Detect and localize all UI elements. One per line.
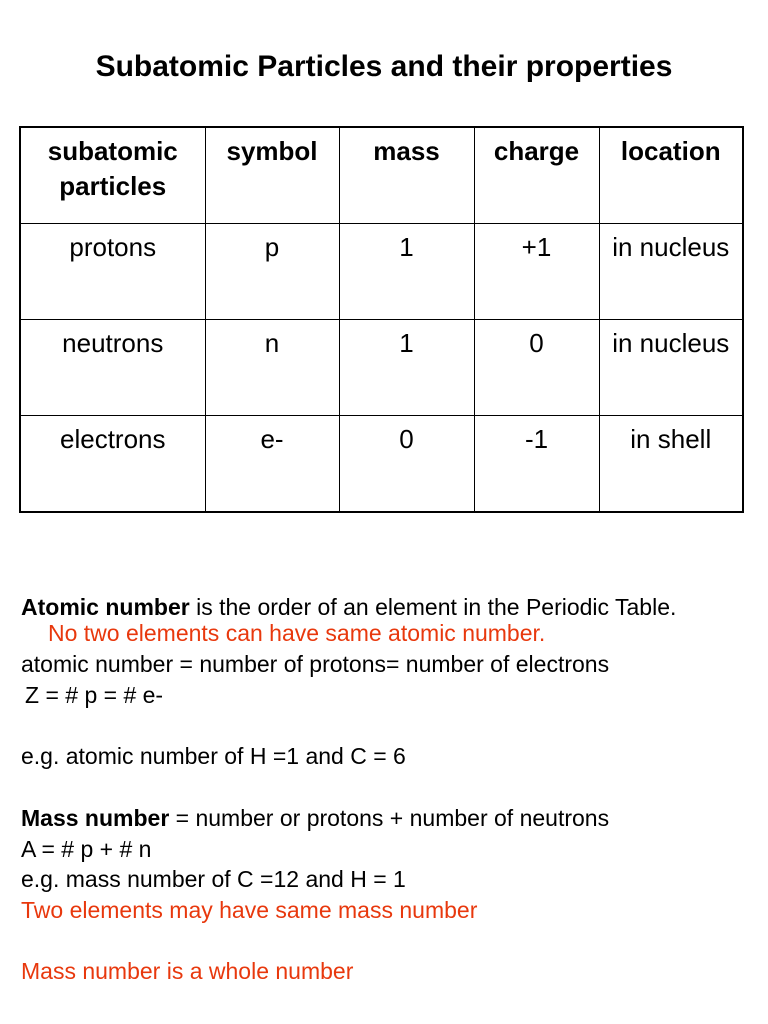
cell-symbol: e-: [205, 416, 339, 513]
mass-number-whole-note: Mass number is a whole number: [21, 958, 354, 984]
cell-particle: neutrons: [20, 320, 205, 416]
column-header-symbol: symbol: [205, 127, 339, 224]
atomic-number-unique-note: No two elements can have same atomic number.: [48, 620, 546, 646]
cell-charge: -1: [474, 416, 599, 513]
atomic-number-example: e.g. atomic number of H =1 and C = 6: [21, 743, 406, 769]
atomic-number-term: Atomic number: [21, 594, 190, 620]
column-header-mass: mass: [339, 127, 474, 224]
cell-charge: +1: [474, 224, 599, 320]
column-header-charge: charge: [474, 127, 599, 224]
cell-location: in nucleus: [599, 320, 743, 416]
cell-particle: electrons: [20, 416, 205, 513]
mass-number-definition-text: = number or protons + number of neutrons: [169, 805, 610, 831]
column-header-location: location: [599, 127, 743, 224]
table-header-row: [20, 127, 743, 224]
atomic-number-symbols: Z = # p = # e-: [25, 682, 164, 708]
table-row: [20, 320, 743, 416]
cell-mass: 1: [339, 224, 474, 320]
particles-table: [19, 126, 744, 513]
mass-number-shared-note: Two elements may have same mass number: [21, 897, 478, 923]
cell-mass: 0: [339, 416, 474, 513]
column-header-particles: subatomic particles: [20, 127, 205, 224]
mass-number-example: e.g. mass number of C =12 and H = 1: [21, 866, 406, 892]
atomic-number-definition-text: is the order of an element in the Periodic Table.: [189, 594, 677, 620]
atomic-number-equation: atomic number = number of protons= number of electrons: [21, 651, 610, 677]
cell-symbol: n: [205, 320, 339, 416]
mass-number-symbols: A = # p + # n: [21, 836, 152, 862]
cell-location: in shell: [599, 416, 743, 513]
mass-number-definition: [21, 803, 609, 833]
cell-charge: 0: [474, 320, 599, 416]
cell-mass: 1: [339, 320, 474, 416]
table-row: [20, 224, 743, 320]
mass-number-term: Mass number: [21, 805, 170, 831]
cell-particle: protons: [20, 224, 205, 320]
table-row: [20, 416, 743, 513]
cell-symbol: p: [205, 224, 339, 320]
page-title: Subatomic Particles and their properties: [95, 50, 673, 83]
cell-location: in nucleus: [599, 224, 743, 320]
